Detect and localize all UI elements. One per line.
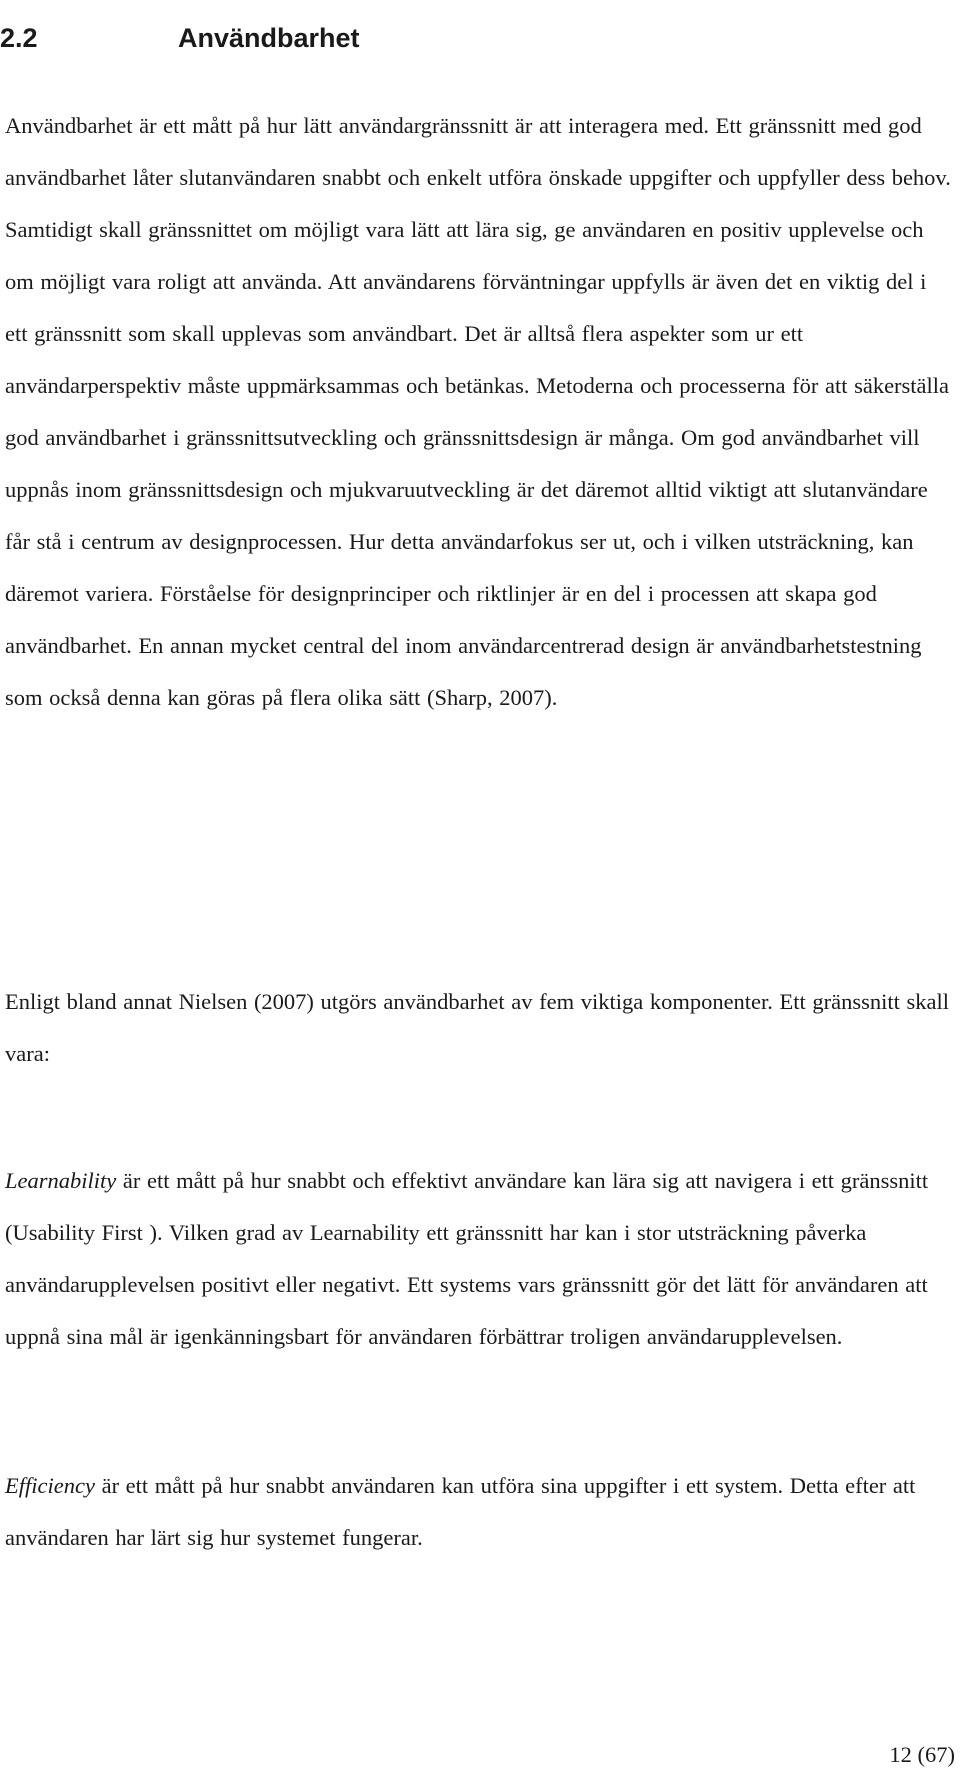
term-efficiency: Efficiency [5,1473,95,1498]
page-number: 12 (67) [889,1742,955,1767]
paragraph-learnability [5,1155,955,1363]
efficiency-text: är ett mått på hur snabbt användaren kan utföra sina uppgifter i ett system. Detta efter att användaren har lärt sig hur systemet fungerar. [5,1473,916,1550]
learnability-text: är ett mått på hur snabbt och effektivt användare kan lära sig att navigera i ett gränssnitt (Usability First ). Vilken grad av Learnability ett gränssnitt har kan i stor utsträckning påverka användarupplevelsen positivt eller negativt. Ett systems vars gränssnitt gör det lätt för användaren att uppnå sina mål är igenkänningsbart för användaren förbättrar troligen användarupplevelsen. [5,1168,929,1349]
term-learnability: Learnability [5,1168,117,1193]
paragraph-efficiency [5,1460,955,1564]
paragraph-usability-intro: Användbarhet är ett mått på hur lätt användargränssnitt är att interagera med. Ett gränssnitt med god användbarhet låter slutanvändaren snabbt och enkelt utföra önskade uppgifter och uppfyller dess behov. Samtidigt skall gränssnittet om möjligt vara lätt att lära sig, ge användaren en positiv upplevelse och om möjligt vara roligt att använda. Att användarens förväntningar uppfylls är även det en viktig del i ett gränssnitt som skall upplevas som användbart. Det är alltså flera aspekter som ur ett användarperspektiv måste uppmärksammas och betänkas. Metoderna och processerna för att säkerställa god användbarhet i gränssnittsutveckling och gränssnittsdesign är många. Om god användbarhet vill uppnås inom gränssnittsdesign och mjukvaruutveckling är det däremot alltid viktigt att slutanvändare får stå i centrum av designprocessen. Hur detta användarfokus ser ut, och i vilken utsträckning, kan däremot variera. Förståelse för designprinciper och riktlinjer är en del i processen att skapa god användbarhet. En annan mycket central del inom användarcentrerad design är användbarhetstestning som också denna kan göras på flera olika sätt (Sharp, 2007). [5,113,951,710]
section-heading [0,22,360,54]
paragraph-components-intro: Enligt bland annat Nielsen (2007) utgörs användbarhet av fem viktiga komponenter. Ett gränssnitt skall vara: [5,989,950,1066]
section-number: 2.2 [0,23,38,54]
section-title: Användbarhet [178,23,360,54]
